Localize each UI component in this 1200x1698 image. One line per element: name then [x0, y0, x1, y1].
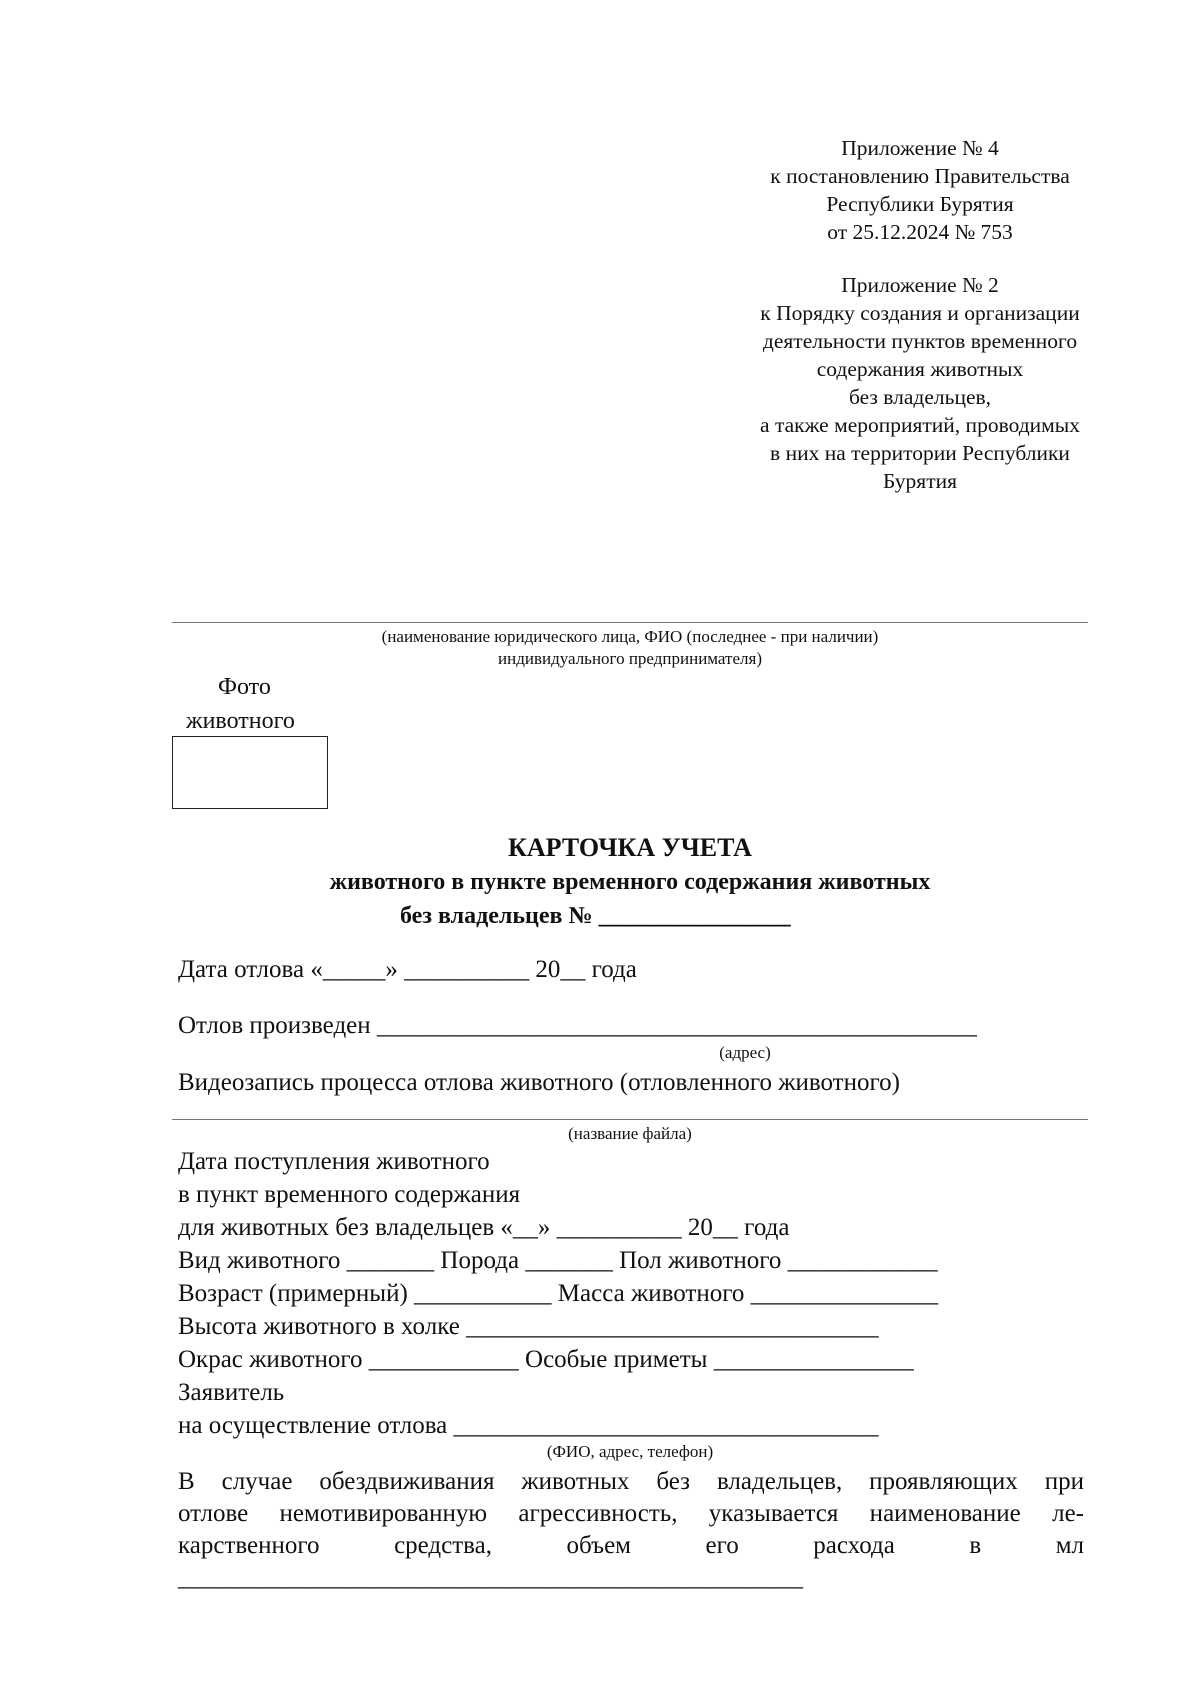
- capture-performed-field: Отлов произведен ________________________________________________: [178, 1012, 977, 1039]
- appendix-reference: деятельности пунктов временного: [762, 329, 1078, 353]
- appendix-reference: без владельцев,: [848, 385, 992, 409]
- address-caption: (адрес): [719, 1043, 771, 1062]
- paragraph-line: В случае обездвиживания животных без владельцев, проявляющих при: [178, 1468, 1084, 1495]
- applicant-caption: (ФИО, адрес, телефон): [546, 1442, 714, 1461]
- appendix-secondary-block: [700, 271, 1140, 495]
- species-breed-sex-field: Вид животного _______ Порода _______ Пол животного ____________: [178, 1247, 938, 1274]
- video-filename-line: [172, 1119, 1088, 1120]
- appendix-region: Республики Бурятия: [826, 192, 1014, 216]
- arrival-date-label: в пункт временного содержания: [178, 1181, 521, 1208]
- arrival-date-label: Дата поступления животного: [178, 1148, 490, 1175]
- arrival-date-field: для животных без владельцев «__» __________ 20__ года: [178, 1214, 790, 1241]
- organization-caption-line: (наименование юридического лица, ФИО (последнее - при наличии): [381, 627, 879, 646]
- appendix-date: от 25.12.2024 № 753: [827, 220, 1013, 244]
- immobilization-paragraph: [178, 1466, 1084, 1594]
- appendix-primary-block: [700, 134, 1140, 246]
- animal-photo-box: [172, 736, 328, 809]
- organization-name-line: [172, 622, 1088, 623]
- capture-date-field: Дата отлова «_____» __________ 20__ года: [178, 956, 637, 983]
- paragraph-line: отлове немотивированную агрессивность, указывается наименование ле-: [178, 1500, 1084, 1527]
- photo-label-top: Фото: [218, 674, 271, 700]
- appendix-reference: к постановлению Правительства: [770, 164, 1070, 188]
- paragraph-line: карственного средства, объем его расхода в мл: [178, 1532, 1084, 1559]
- appendix-reference: содержания животных: [816, 357, 1024, 381]
- card-number-line: без владельцев № ________________: [400, 903, 791, 929]
- appendix-number: Приложение № 4: [841, 136, 999, 160]
- withers-height-field: Высота животного в холке _________________________________: [178, 1313, 879, 1340]
- color-marks-field: Окрас животного ____________ Особые приметы ________________: [178, 1346, 914, 1373]
- filename-caption: (название файла): [568, 1124, 692, 1143]
- age-mass-field: Возраст (примерный) ___________ Масса животного _______________: [178, 1280, 939, 1307]
- paragraph-line: __________________________________________________: [178, 1564, 803, 1591]
- applicant-label: Заявитель: [178, 1379, 285, 1406]
- appendix-reference: а также мероприятий, проводимых: [760, 413, 1080, 437]
- appendix-number: Приложение № 2: [841, 273, 999, 297]
- appendix-region: Бурятия: [883, 469, 957, 493]
- organization-caption-line: индивидуального предпринимателя): [498, 649, 762, 668]
- applicant-field: на осуществление отлова __________________________________: [178, 1412, 879, 1439]
- photo-label-bottom: животного: [186, 708, 295, 734]
- card-title: КАРТОЧКА УЧЕТА: [508, 833, 752, 862]
- appendix-reference: к Порядку создания и организации: [760, 301, 1080, 325]
- appendix-reference: в них на территории Республики: [770, 441, 1070, 465]
- card-subtitle: животного в пункте временного содержания животных: [329, 869, 931, 895]
- organization-caption: [172, 626, 1088, 670]
- video-record-field: Видеозапись процесса отлова животного (отловленного животного): [178, 1069, 900, 1096]
